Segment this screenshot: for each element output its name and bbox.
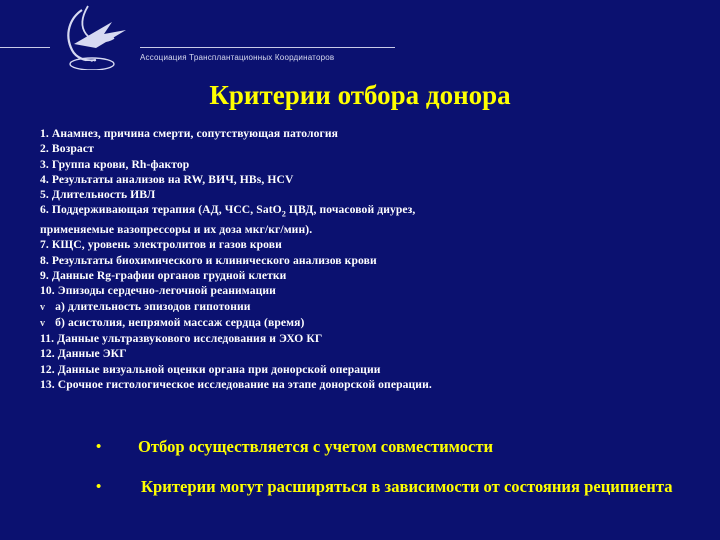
criteria-item [40,377,700,392]
slide-title: Критерии отбора донора [209,80,511,110]
criteria-item [40,283,700,298]
criteria-item [40,362,700,377]
criteria-item [40,331,700,346]
criteria-text: применяемые вазопрессоры и их доза мкг/кг/мин). [40,223,313,237]
check-bullet-icon: v [40,317,46,329]
criteria-text: 2. Возраст [40,142,94,156]
association-name: Ассоциация Трансплантационных Координаторов [140,53,335,62]
atk-logo [52,4,144,70]
criteria-item [40,253,700,268]
note-item [96,436,696,458]
note-text: Критерии могут расширяться в зависимости от состояния реципиента [141,477,673,496]
criteria-item [40,237,700,252]
criteria-item [40,172,700,187]
criteria-text: 6. Поддерживающая терапия (АД, ЧСС, SatO [40,203,282,217]
criteria-item [40,187,700,202]
criteria-item [40,157,700,172]
criteria-item [40,222,700,237]
criteria-item [40,141,700,156]
note-text: Отбор осуществляется с учетом совместимости [138,437,494,456]
criteria-item [40,268,700,283]
criteria-text: 1. Анамнез, причина смерти, сопутствующая патология [40,127,339,140]
criteria-text: б) асистолия, непрямой массаж сердца (время) [55,315,305,329]
criteria-text: 11. Данные ультразвукового исследования и ЭХО КГ [40,332,323,346]
criteria-item [40,346,700,361]
criteria-list [40,126,700,392]
criteria-text: 10. Эпизоды сердечно-легочной реанимации [40,284,276,298]
bullet-icon: • [96,439,102,455]
criteria-text: 7. КЩС, уровень электролитов и газов крови [40,238,282,252]
criteria-text: а) длительность эпизодов гипотонии [55,299,251,313]
criteria-text: ЦВД, почасовой диурез, [285,203,416,217]
criteria-text: 13. Срочное гистологическое исследование на этапе донорской операции. [40,378,432,392]
header-rule-right [140,47,395,48]
logo-text: А.Т.К. [78,60,100,69]
criteria-item [40,202,700,222]
criteria-subscript: 2 [281,209,286,219]
header-rule-left [0,47,50,48]
criteria-item [40,299,700,315]
criteria-text: 3. Группа крови, Rh-фактор [40,157,190,171]
bullet-icon: • [96,479,102,495]
criteria-text: 12. Данные ЭКГ [40,347,127,361]
criteria-text: 9. Данные Rg-графии органов грудной клетки [40,268,287,282]
note-item [96,476,696,498]
criteria-text: 5. Длительность ИВЛ [40,188,156,202]
criteria-item [40,315,700,331]
criteria-item [40,126,700,141]
criteria-text: 12. Данные визуальной оценки органа при донорской операции [40,362,381,376]
criteria-text: 4. Результаты анализов на RW, ВИЧ, HBs, HCV [40,172,294,186]
check-bullet-icon: v [40,301,46,313]
criteria-text: 8. Результаты биохимического и клинического анализов крови [40,253,377,267]
